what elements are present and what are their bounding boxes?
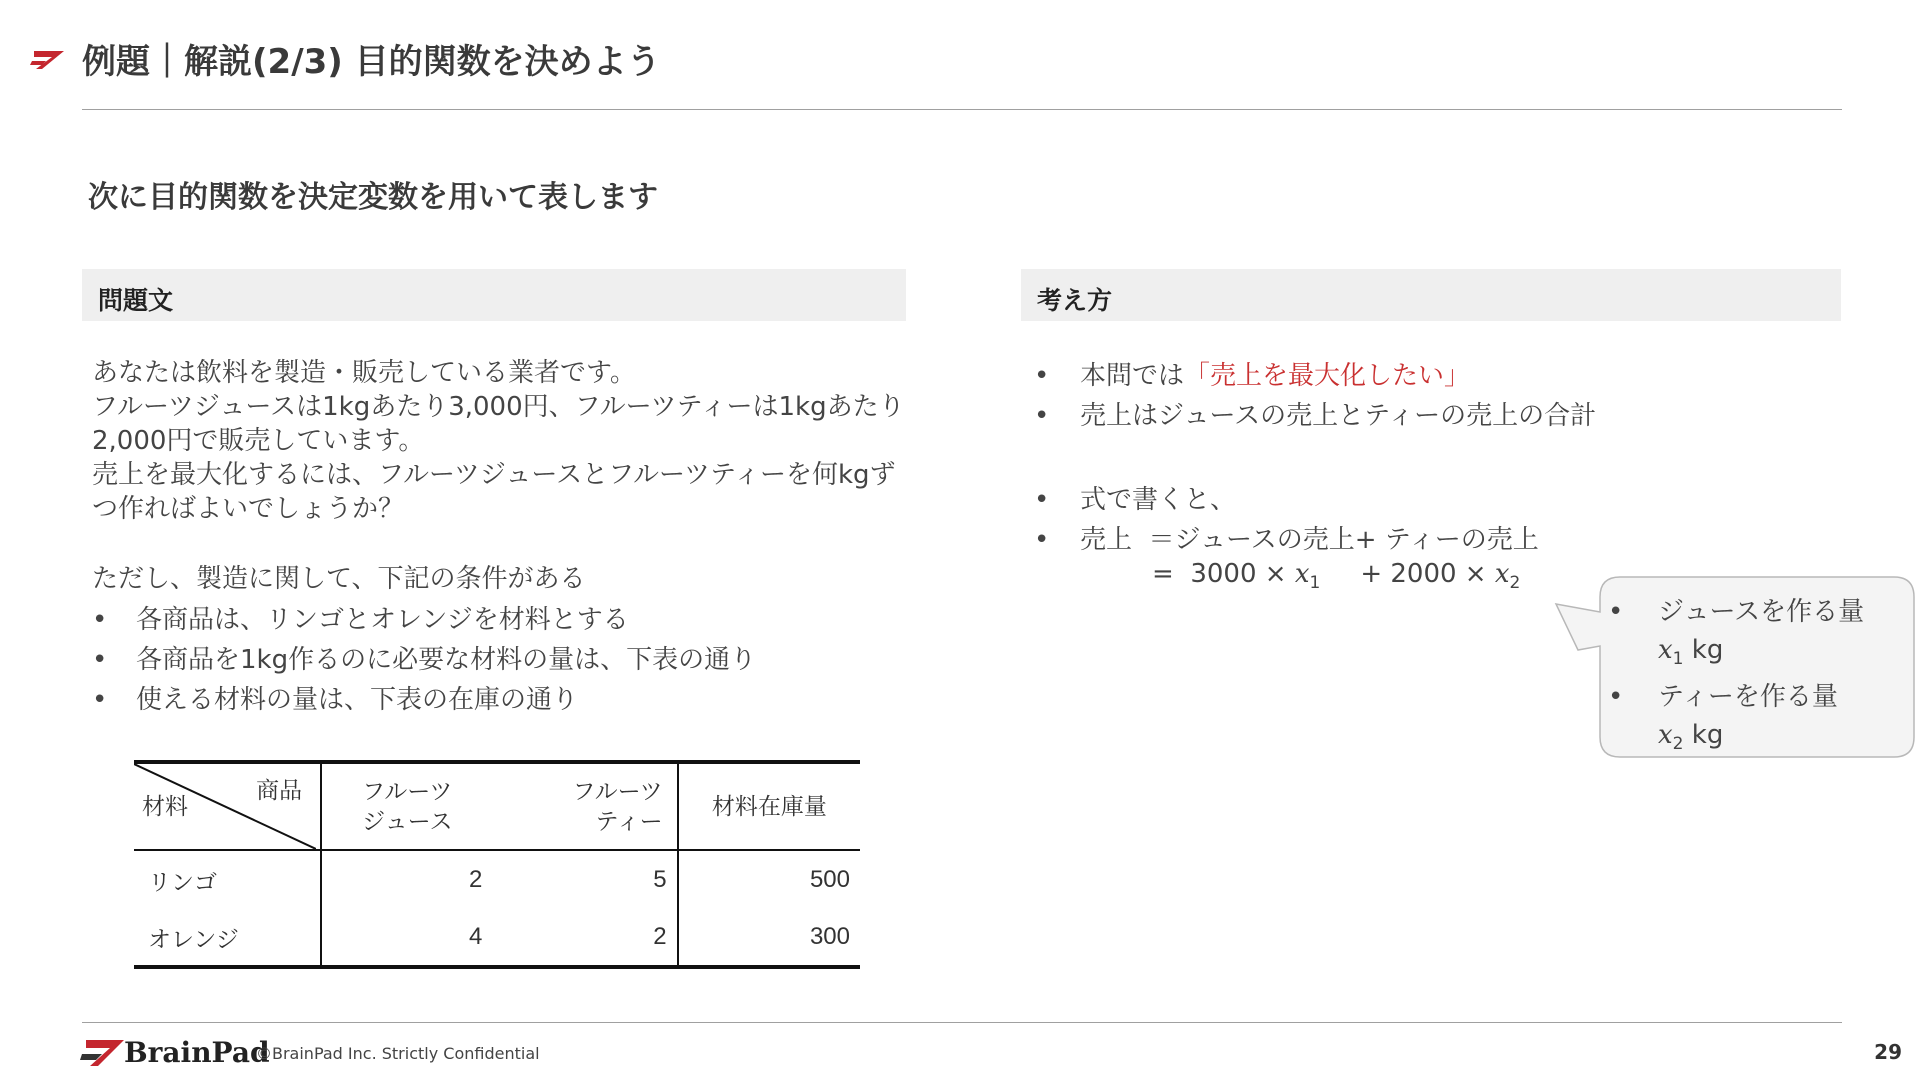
table-cell: 4 xyxy=(321,909,492,967)
column-header-juice: フルーツ ジュース xyxy=(321,762,492,850)
approach-content xyxy=(1034,356,1834,603)
approach-item: • 売上 ＝ジュースの売上+ ティーの売上 xyxy=(1034,520,1834,560)
approach-item: • 本問では「売上を最大化したい」 xyxy=(1034,356,1834,396)
condition-intro: ただし、製造に関して、下記の条件がある xyxy=(92,564,586,594)
callout-variable: $x_1$ kg xyxy=(1658,635,1724,670)
table-cell: 5 xyxy=(492,850,677,909)
page-title: 例題｜解説(2/3) 目的関数を決めよう xyxy=(82,42,661,82)
page-subtitle: 次に目的関数を決定変数を用いて表します xyxy=(88,180,658,215)
brand-mark-icon xyxy=(30,48,66,72)
problem-panel-heading: 問題文 xyxy=(98,286,174,315)
table-row xyxy=(134,850,860,909)
callout-list xyxy=(1608,592,1908,632)
table-row xyxy=(134,909,860,967)
column-header-tea: フルーツ ティー xyxy=(492,762,677,850)
brand-name: BrainPad xyxy=(124,1036,270,1069)
condition-item: • 使える材料の量は、下表の在庫の通り xyxy=(92,680,912,720)
row-label: オレンジ xyxy=(134,909,321,967)
column-header-stock: 材料在庫量 xyxy=(678,762,860,850)
table-corner-cell xyxy=(134,762,321,850)
callout-content xyxy=(1608,592,1908,762)
approach-item: • 売上はジュースの売上とティーの売上の合計 xyxy=(1034,396,1834,436)
page-number: 29 xyxy=(1874,1040,1902,1064)
variable-callout xyxy=(1596,576,1914,756)
condition-item: • 各商品は、リンゴとオレンジを材料とする xyxy=(92,600,912,640)
problem-statement xyxy=(92,356,912,720)
callout-item: • ティーを作る量 xyxy=(1608,677,1908,717)
approach-item: • 式で書くと、 xyxy=(1034,480,1834,520)
table-cell: 500 xyxy=(809,866,850,893)
problem-paragraph: あなたは飲料を製造・販売している業者です。 xyxy=(92,358,636,388)
material-table xyxy=(134,760,860,969)
table-cell: 300 xyxy=(678,909,860,967)
table-cell: 2 xyxy=(492,909,677,967)
callout-variable: $x_2$ kg xyxy=(1658,720,1724,755)
row-label: リンゴ xyxy=(134,850,321,909)
header-divider xyxy=(82,109,1842,110)
corner-label-material: 材料 xyxy=(142,794,188,820)
approach-panel-heading: 考え方 xyxy=(1037,286,1113,315)
copyright-text: ©BrainPad Inc. Strictly Confidential xyxy=(256,1044,540,1063)
callout-item: • ジュースを作る量 xyxy=(1608,592,1908,632)
problem-panel-header xyxy=(82,269,906,321)
table-header-row xyxy=(134,762,860,850)
formula-list xyxy=(1034,480,1834,560)
objective-formula: = $3000 \times x_1 + 2000 \times x_2$ xyxy=(1152,559,1521,594)
condition-item: • 各商品を1kg作るのに必要な材料の量は、下表の通り xyxy=(92,640,912,680)
approach-list xyxy=(1034,356,1834,436)
callout-list xyxy=(1608,677,1908,717)
problem-paragraph: 売上を最大化するには、フルーツジュースとフルーツティーを何kgずつ作ればよいでしょうか？ xyxy=(92,460,896,524)
highlight-text: 「売上を最大化したい」 xyxy=(1184,361,1471,391)
condition-list xyxy=(92,600,912,720)
corner-label-product: 商品 xyxy=(256,778,303,804)
approach-panel-header xyxy=(1021,269,1841,321)
table-cell: 2 xyxy=(469,866,483,893)
problem-paragraph: フルーツジュースは1kgあたり3,000円、フルーツティーは1kgあたり2,000円で販売しています。 xyxy=(92,392,905,456)
footer-divider xyxy=(82,1022,1842,1023)
